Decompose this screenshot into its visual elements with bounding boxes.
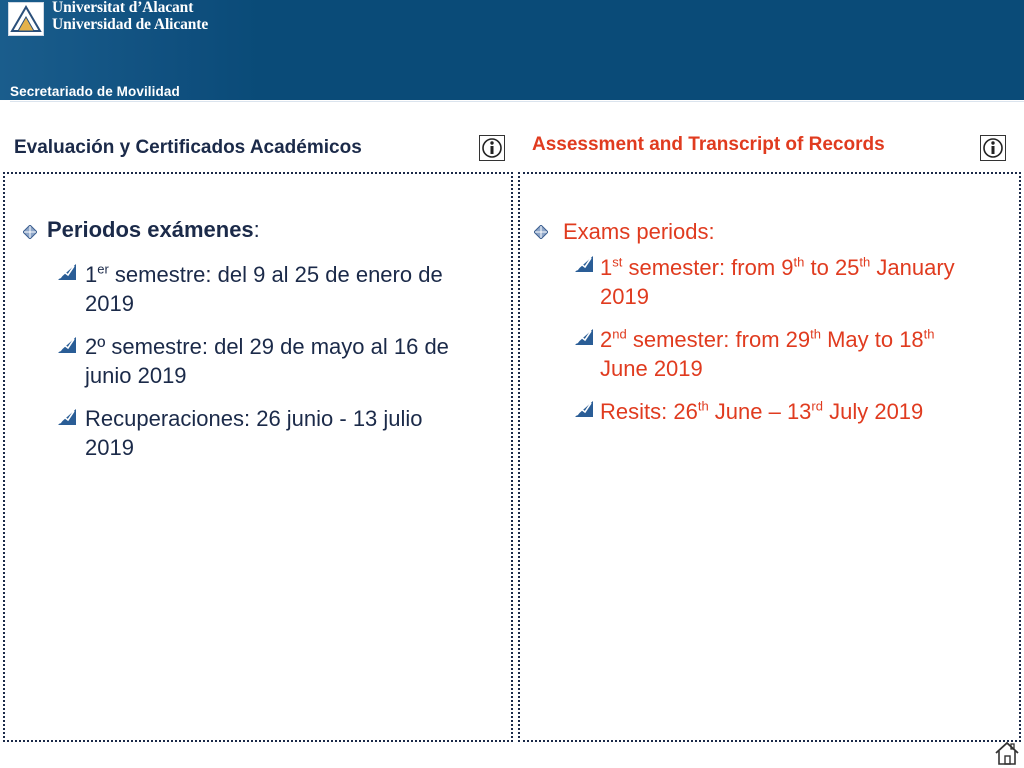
university-name-spanish: Universidad de Alicante xyxy=(52,16,209,33)
diamond-bullet-icon xyxy=(23,225,37,239)
exam-periods-heading: Exams periods: xyxy=(563,219,715,244)
list-item: 1er semestre: del 9 al 25 de enero de 2019 xyxy=(85,261,443,316)
university-name-valencian: Universitat d’Alacant xyxy=(52,0,194,16)
header-divider xyxy=(10,101,1024,102)
list-item: 2º semestre: del 29 de mayo al 16 de junio 2019 xyxy=(85,334,449,388)
list-item: Resits: 26th June – 13rd July 2019 xyxy=(600,398,924,424)
info-icon[interactable] xyxy=(479,135,505,161)
arrow-bullet-icon xyxy=(58,409,76,425)
arrow-bullet-icon xyxy=(58,264,76,280)
home-icon[interactable] xyxy=(994,740,1020,766)
list-item: 2nd semester: from 29th May to 18th June 2019 xyxy=(600,326,935,381)
arrow-bullet-icon xyxy=(575,329,593,345)
arrow-bullet-icon xyxy=(575,256,593,272)
english-panel xyxy=(518,172,1021,742)
spanish-section-title: Evaluación y Certificados Académicos xyxy=(14,137,362,158)
exam-periods-heading: Periodos exámenes: xyxy=(47,217,260,242)
english-section-title: Assessment and Transcript of Records xyxy=(532,134,885,155)
university-logo xyxy=(8,2,44,36)
header-banner xyxy=(0,0,1024,100)
info-icon[interactable] xyxy=(980,135,1006,161)
spanish-panel xyxy=(3,172,513,742)
department-name: Secretariado de Movilidad xyxy=(10,84,180,99)
arrow-bullet-icon xyxy=(575,401,593,417)
diamond-bullet-icon xyxy=(534,225,548,239)
list-item: 1st semester: from 9th to 25th January 2019 xyxy=(600,254,955,309)
list-item: Recuperaciones: 26 junio - 13 julio 2019 xyxy=(85,406,423,460)
arrow-bullet-icon xyxy=(58,337,76,353)
